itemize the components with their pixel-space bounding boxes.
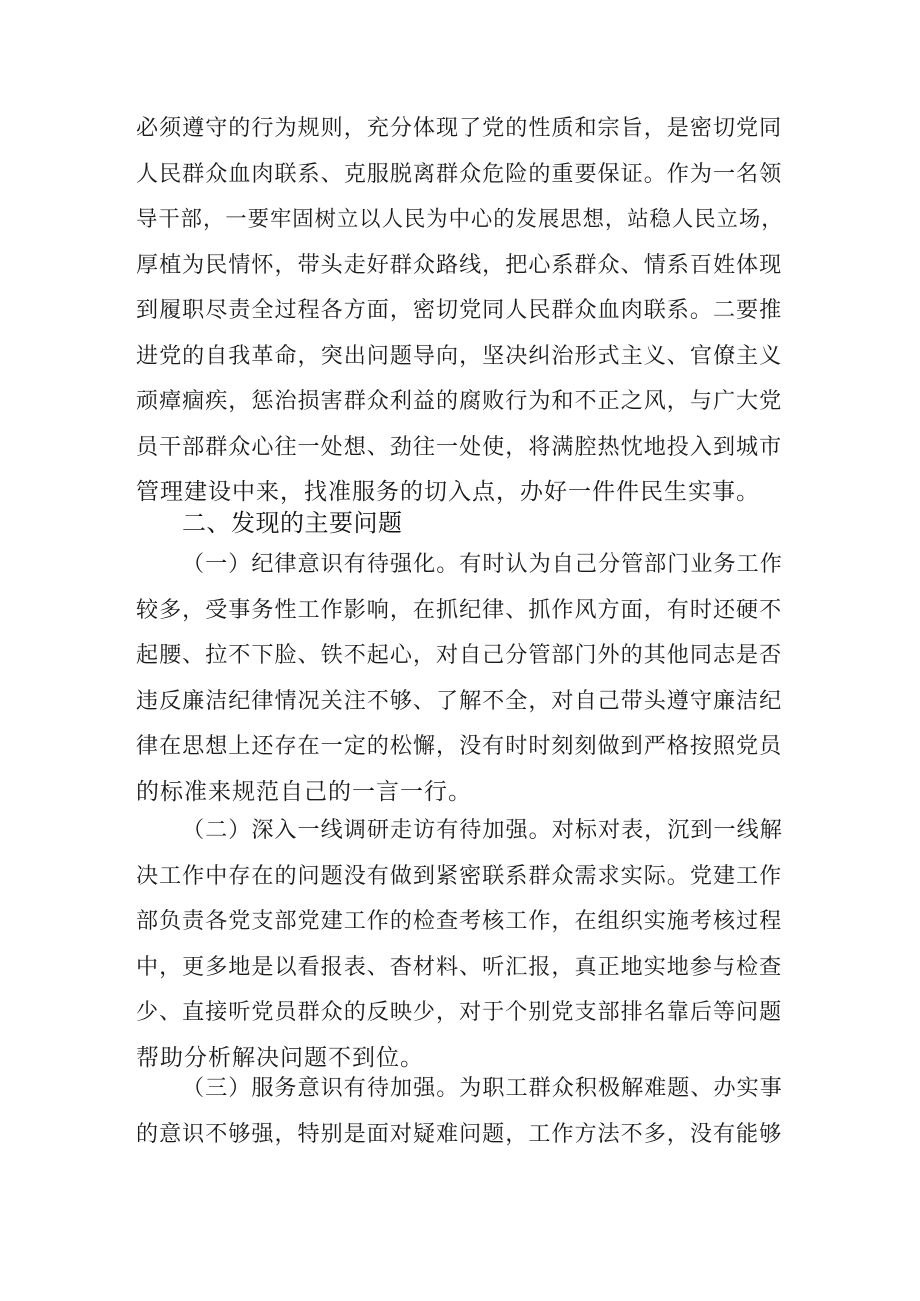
paragraph-line: 人民群众血肉联系、克服脱离群众危险的重要保证。作为一名领: [136, 160, 783, 187]
paragraph-line: （一）纪律意识有待强化。有时认为自己分管部门业务工作: [182, 551, 783, 577]
paragraph-line: 导干部，一要牢固树立以人民为中心的发展思想，站稳人民立场，: [136, 207, 784, 232]
paragraph-line: （二）深入一线调研走访有待加强。对标对表，沉到一线解: [182, 817, 783, 843]
paragraph-line: 决工作中存在的问题没有做到紧密联系群众需求实际。党建工作: [136, 862, 783, 889]
section-heading: 二、发现的主要问题: [182, 509, 403, 537]
paragraph-line: 管理建设中来，找准服务的切入点，办好一件件民生实事。: [136, 479, 760, 505]
paragraph-line: 律在思想上还存在一定的松懈，没有时时刻刻做到严格按照党员: [136, 733, 783, 759]
paragraph-line: 起腰、拉不下脸、铁不起心，对自己分管部门外的其他同志是否: [136, 642, 783, 668]
paragraph-line: （三）服务意识有待加强。为职工群众积极解难题、办实事: [182, 1075, 783, 1101]
problem-1-paragraph: [136, 542, 788, 815]
intro-paragraph: [136, 106, 788, 516]
paragraph-line: 必须遵守的行为规则，充分体现了党的性质和宗旨，是密切党同: [136, 115, 783, 141]
paragraph-line: 中，更多地是以看报表、杳材料、听汇报，真正地实地参与检查: [136, 953, 783, 980]
paragraph-line: 进党的自我革命，突出问题导向，坚决纠治形式主义、官僚主义: [136, 342, 783, 369]
paragraph-line: 违反廉洁纪律情况关注不够、了解不全，对自己带头遵守廉洁纪: [136, 687, 783, 714]
paragraph-line: 部负责各党支部党建工作的检查考核工作，在组织实施考核过程: [136, 908, 783, 934]
paragraph-line: 到履职尽责全过程各方面，密切党同人民群众血肉联系。二要推: [136, 297, 783, 323]
paragraph-line: 帮助分析解决问题不到位。: [136, 1044, 424, 1071]
paragraph-line: 的标准来规范自己的一言一行。: [136, 778, 472, 805]
paragraph-line: 的意识不够强，特别是面对疑难问题，工作方法不多，没有能够: [136, 1120, 783, 1147]
problem-3-paragraph: [136, 1066, 788, 1157]
paragraph-line: 顽瘴痼疾，惩治损害群众利益的腐败行为和不正之风，与广大党: [136, 388, 783, 414]
paragraph-line: 厚植为民情怀，带头走好群众路线，把心系群众、情系百姓体现: [136, 251, 783, 278]
problem-2-paragraph: [136, 808, 788, 1081]
paragraph-line: 少、直接听党员群众的反映少，对于个别党支部排名靠后等问题: [136, 999, 783, 1025]
paragraph-line: 较多，受事务性工作影响，在抓纪律、抓作风方面，有时还硬不: [136, 596, 783, 623]
paragraph-line: 员干部群众心往一处想、劲往一处使，将满腔热忱地投入到城市: [136, 433, 783, 460]
